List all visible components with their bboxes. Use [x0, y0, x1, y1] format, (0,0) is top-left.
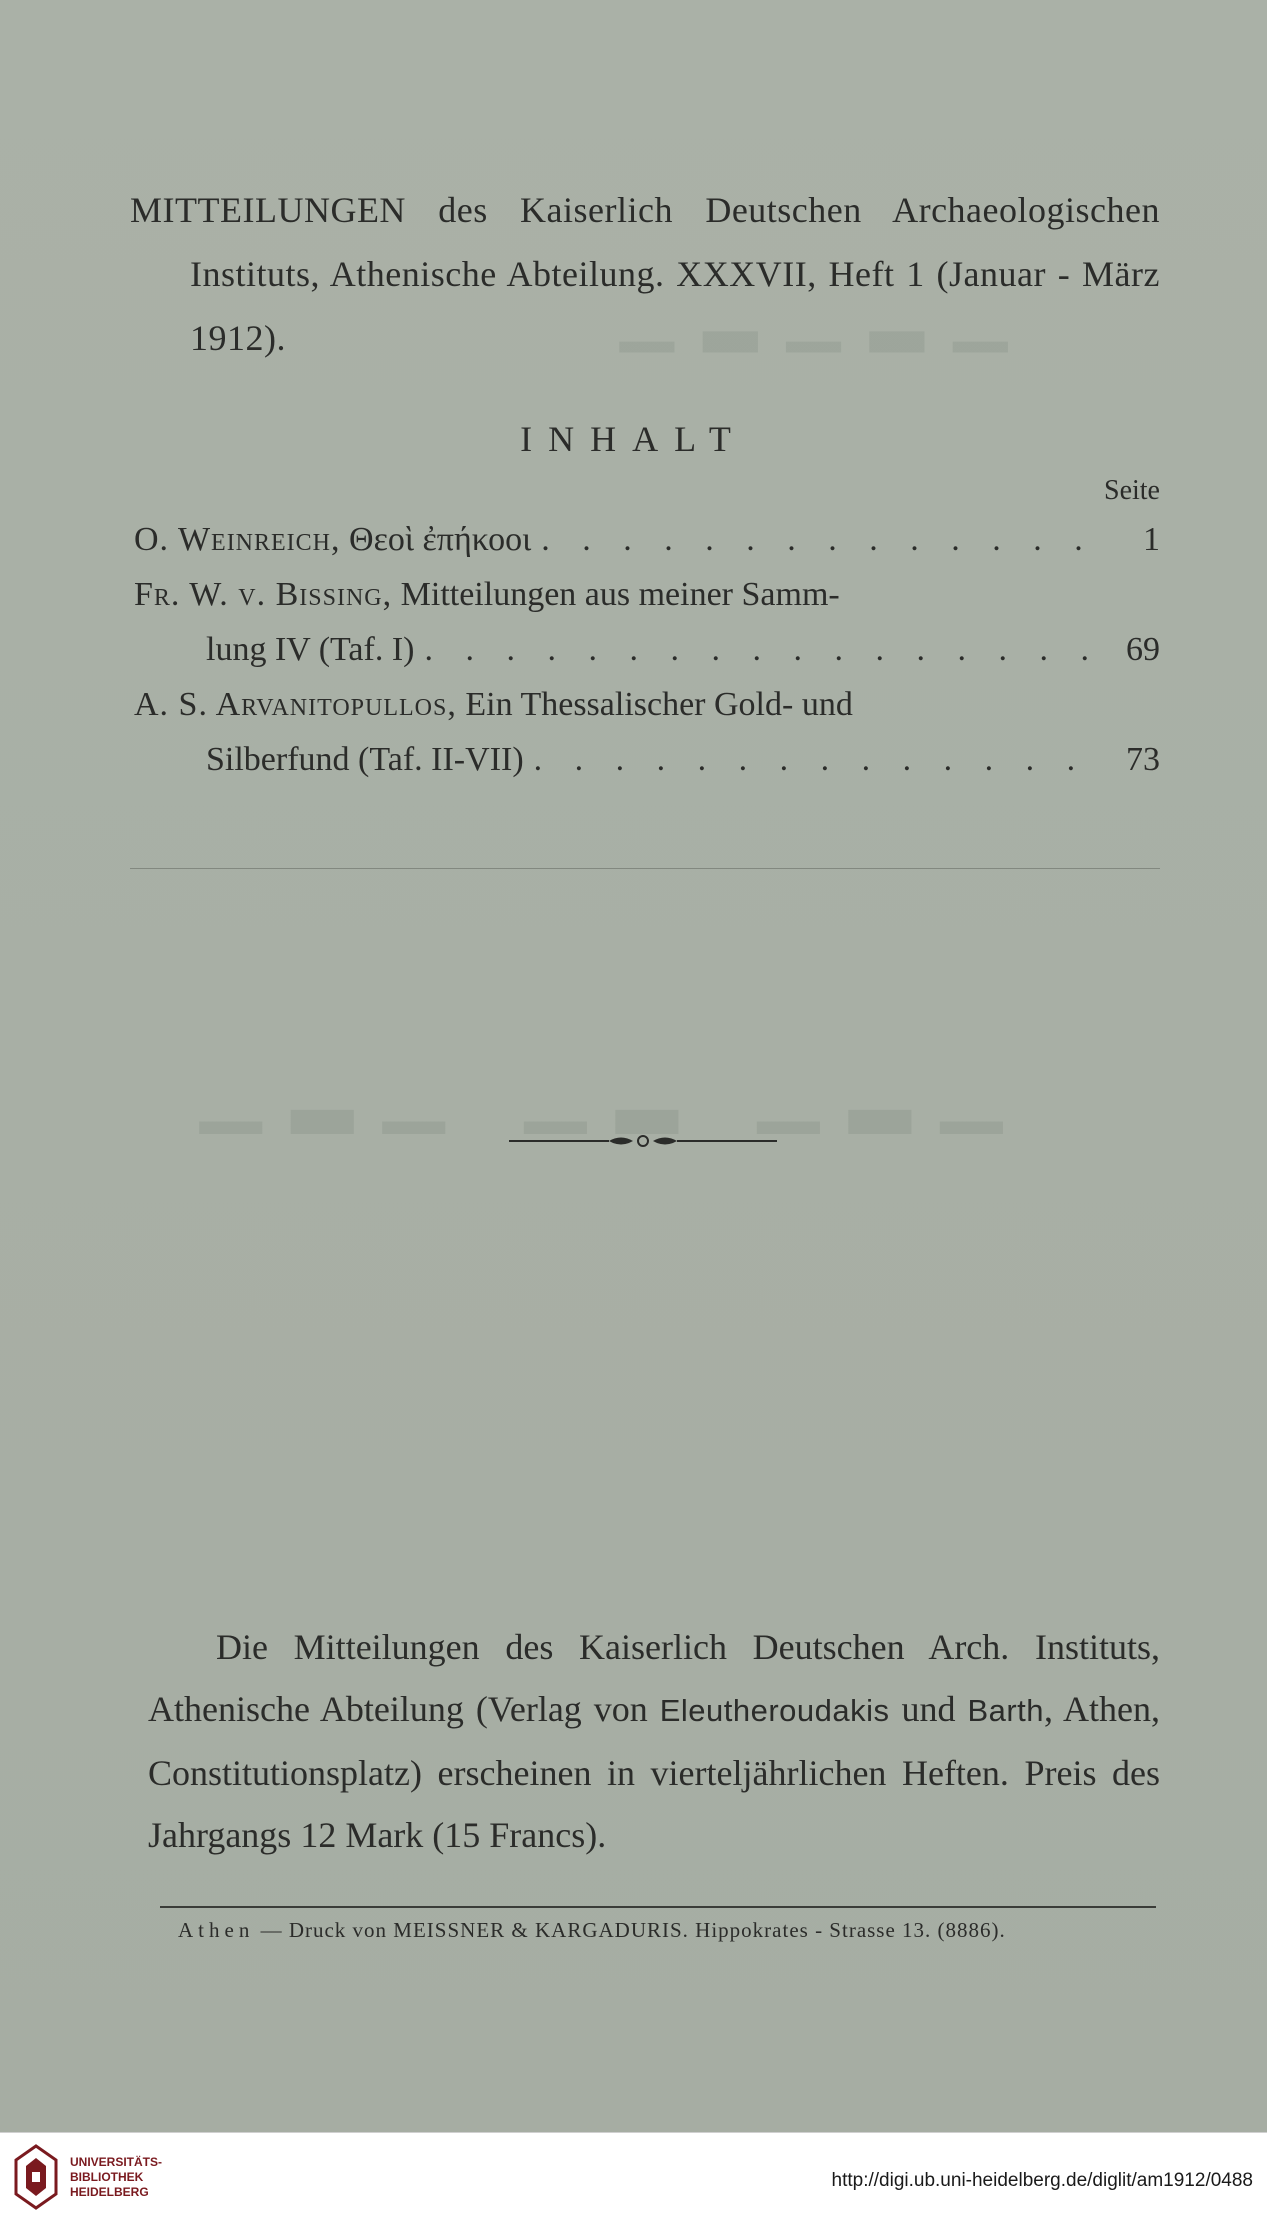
page-column-label: Seite — [1104, 475, 1160, 506]
toc-title: Ein Thessalischer Gold- und — [465, 686, 853, 723]
printer-rule — [160, 1906, 1156, 1908]
journal-header — [130, 178, 1160, 370]
faint-divider — [130, 868, 1160, 869]
toc-author: Fr. W. v. Bissing, — [134, 576, 393, 613]
printer-text: — Druck von MEISSNER & KARGADURIS. Hippokrates - Strasse 13. (8886). — [254, 1918, 1006, 1942]
library-name-line: BIBLIOTHEK — [70, 2170, 144, 2184]
toc-entry — [134, 512, 1160, 567]
toc-entry — [134, 567, 1160, 677]
toc-title: Mitteilungen aus meiner Samm- — [400, 576, 840, 613]
toc-title-continued: lung IV (Taf. I) — [206, 631, 415, 668]
notice-text: und — [889, 1689, 968, 1729]
publisher-name: Barth — [967, 1693, 1045, 1728]
library-logo-icon — [12, 2142, 60, 2212]
library-name-line: HEIDELBERG — [70, 2185, 149, 2199]
toc-page-number: 1 — [1143, 521, 1160, 558]
toc-author: O. Weinreich, — [134, 521, 341, 558]
ornament-divider — [509, 1126, 777, 1156]
leader-dots — [541, 512, 1090, 567]
publication-notice — [148, 1616, 1160, 1866]
toc-page-number: 73 — [1126, 741, 1160, 778]
toc-title: Θεοὶ ἐπήκοοι — [349, 521, 532, 558]
notice-text: Die Mitteilungen des Kaiserlich Deutschen Arch. Instituts, Athenische Abteilung (Verlag von — [148, 1627, 1160, 1729]
table-of-contents — [134, 512, 1160, 787]
contents-heading: INHALT — [520, 419, 747, 459]
notice-text: , Athen, Constitutionsplatz) erscheinen in vierteljährlichen Heften. Preis des Jahrgangs 12 Mark (15 Francs). — [148, 1689, 1160, 1855]
bleed-through-decoration: ▁▂▁ ▁▂ ▁▂▁ — [200, 1044, 1033, 1132]
printer-imprint — [178, 1918, 1178, 1943]
header-text: MITTEILUNGEN des Kaiserlich Deutschen Archaeologischen Instituts, Athenische Abteilung. XXXVII, Heft 1 (Januar - März 1912). — [130, 190, 1160, 358]
leader-dots — [424, 622, 1090, 677]
printer-city: Athen — [178, 1918, 255, 1942]
library-name-line: UNIVERSITÄTS- — [70, 2155, 163, 2169]
leader-dots — [534, 732, 1090, 787]
toc-page-number: 69 — [1126, 631, 1160, 668]
toc-entry — [134, 677, 1160, 787]
library-name — [70, 2155, 162, 2200]
source-url-link[interactable]: http://digi.ub.uni-heidelberg.de/diglit/am1912/0488 — [831, 2170, 1253, 2191]
toc-title-continued: Silberfund (Taf. II-VII) — [206, 741, 524, 778]
toc-author: A. S. Arvanitopullos, — [134, 686, 457, 723]
bleed-through-decoration: ▁ ▂ ▁ ▂ ▁ — [620, 274, 1014, 351]
publisher-name: Eleutheroudakis — [659, 1693, 890, 1728]
